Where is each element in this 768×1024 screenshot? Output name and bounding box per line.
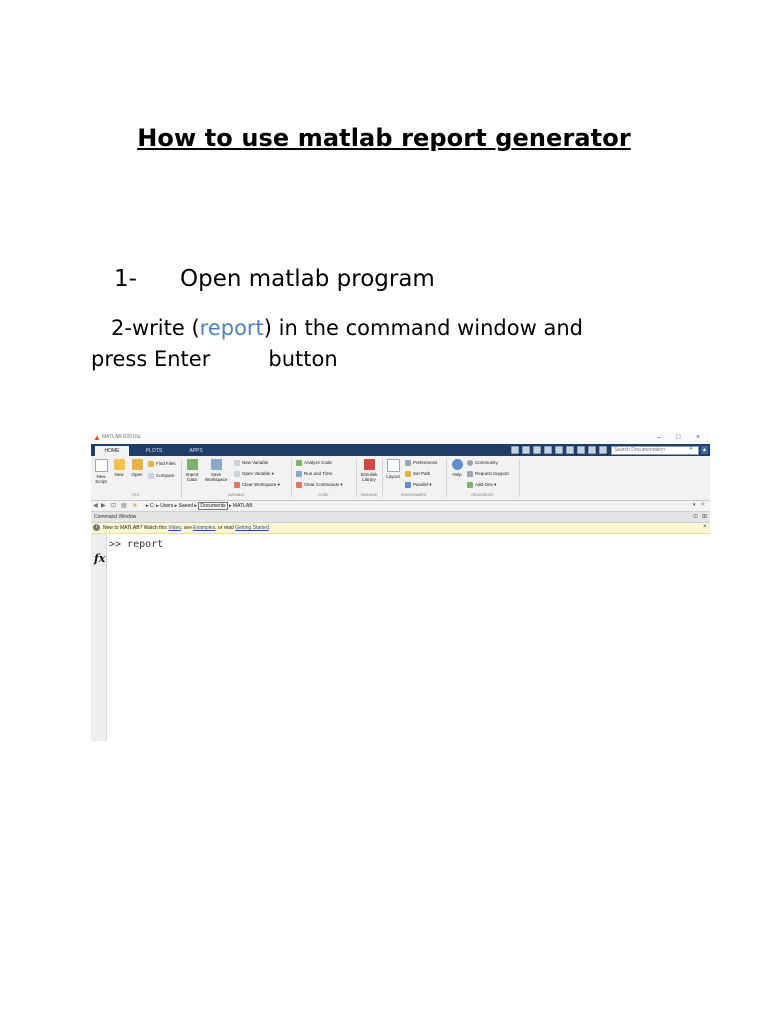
clear-workspace-icon [234, 482, 240, 488]
breadcrumb-item[interactable]: MATLAB [232, 503, 253, 509]
close-icon[interactable]: × [703, 524, 707, 530]
compare-button[interactable]: Compare [148, 472, 175, 480]
add-ons-icon [467, 482, 473, 488]
group-label-code: CODE [318, 493, 329, 497]
getting-started-notice: i New to MATLAB? Watch this Video, see Examples, or read Getting Started. × [91, 523, 710, 534]
window-title: MATLAB R2016a [102, 434, 141, 440]
forward-arrow-icon[interactable]: ▶ [101, 503, 106, 509]
help-icon [452, 459, 463, 470]
save-workspace-button[interactable]: Save Workspace [205, 459, 227, 482]
layout-icon [387, 459, 400, 472]
breadcrumb-item[interactable]: C: [149, 503, 155, 509]
examples-link[interactable]: Examples [193, 525, 216, 531]
new-icon [114, 459, 125, 470]
simulink-library-button[interactable]: Simulink Library [359, 459, 379, 482]
quick-access-undo-icon[interactable] [555, 446, 563, 454]
tab-apps[interactable]: APPS [189, 448, 203, 454]
help-button[interactable]: Help [449, 459, 465, 477]
step-2-line2-start: press Enter [91, 347, 211, 371]
quick-access-cut-icon[interactable] [522, 446, 530, 454]
open-variable-button[interactable]: Open Variable ▾ [234, 470, 274, 478]
step-2-prefix: 2-write ( [111, 316, 200, 340]
group-label-file: FILE [132, 493, 140, 497]
command-prompt[interactable]: >> report [109, 539, 164, 550]
folder-icon [132, 459, 143, 470]
quick-access-options-icon[interactable] [599, 446, 607, 454]
quick-access-save-icon[interactable] [511, 446, 519, 454]
tab-plots[interactable]: PLOTS [145, 448, 163, 454]
new-variable-button[interactable]: New Variable [234, 459, 268, 467]
step-2 [91, 313, 651, 375]
tab-home[interactable]: HOME [95, 446, 129, 456]
parallel-icon [405, 482, 411, 488]
new-script-icon [95, 459, 108, 472]
set-path-icon [405, 471, 411, 477]
quick-access-help-icon[interactable] [588, 446, 596, 454]
panel-options-icon[interactable]: ⊙ [693, 514, 699, 520]
run-and-time-button[interactable]: Run and Time [296, 470, 332, 478]
info-icon: i [93, 524, 100, 531]
search-documentation-input[interactable]: Search Documentation [611, 446, 699, 455]
command-gutter [91, 534, 107, 741]
step-1-number: 1- [114, 266, 137, 292]
add-ons-button[interactable]: Add-Ons ▾ [467, 481, 496, 489]
ribbon-collapse-icon[interactable]: ▴ [702, 447, 706, 453]
step-2-line2-end: button [268, 347, 338, 371]
layout-button[interactable]: Layout [385, 459, 401, 479]
group-label-simulink: SIMULINK [360, 493, 378, 497]
open-variable-icon [234, 471, 240, 477]
clear-commands-icon [296, 482, 302, 488]
search-icon[interactable]: ⌕ [701, 501, 705, 508]
breadcrumb-item[interactable]: Users [160, 503, 174, 509]
community-button[interactable]: Community [467, 459, 498, 467]
gear-icon [405, 460, 411, 466]
maximize-button[interactable]: □ [676, 434, 681, 441]
find-files-button[interactable]: Find Files [148, 460, 176, 468]
search-icon[interactable]: ⌕ [689, 445, 693, 452]
command-window-label: Command Window [94, 514, 137, 520]
find-files-icon [148, 461, 154, 467]
step-1 [114, 266, 435, 292]
getting-started-link[interactable]: Getting Started [235, 525, 269, 531]
new-variable-icon [234, 460, 240, 466]
compare-icon [148, 473, 154, 479]
community-icon [467, 460, 473, 466]
quick-access-copy-icon[interactable] [533, 446, 541, 454]
breadcrumb-item[interactable]: Saeed [178, 503, 194, 509]
close-button[interactable]: × [696, 434, 701, 441]
run-and-time-icon [296, 471, 302, 477]
up-folder-icon[interactable]: ⊡ [111, 503, 117, 509]
command-window[interactable] [91, 534, 710, 741]
chevron-down-icon[interactable]: ▾ [693, 502, 696, 508]
ribbon-tab-bar [91, 444, 710, 456]
simulink-icon [364, 459, 375, 470]
request-support-button[interactable]: Request Support [467, 470, 509, 478]
group-label-variable: VARIABLE [227, 493, 245, 497]
analyze-code-button[interactable]: Analyze Code [296, 459, 332, 467]
document-title: How to use matlab report generator [137, 124, 631, 152]
step-2-suffix: ) in the command window and [263, 316, 583, 340]
ribbon-toolstrip [91, 456, 710, 501]
step-2-keyword: report [199, 316, 264, 340]
import-data-button[interactable]: Import Data [184, 459, 200, 482]
preferences-button[interactable]: Preferences [405, 459, 437, 467]
matlab-screenshot [91, 432, 710, 741]
open-button[interactable]: Open [129, 459, 145, 477]
matlab-logo-icon: ▲ [93, 433, 101, 442]
panel-expand-icon[interactable]: ⊞ [702, 514, 708, 520]
folder-icon: ■ [133, 503, 137, 509]
import-data-icon [187, 459, 198, 470]
clear-workspace-button[interactable]: Clear Workspace ▾ [234, 481, 280, 489]
new-script-button[interactable]: New Script [93, 459, 109, 484]
back-arrow-icon[interactable]: ◀ [93, 503, 98, 509]
clear-commands-button[interactable]: Clear Commands ▾ [296, 481, 343, 489]
command-window-header [91, 512, 710, 523]
step-1-text: Open matlab program [180, 266, 435, 292]
parallel-button[interactable]: Parallel ▾ [405, 481, 432, 489]
quick-access-redo-icon[interactable] [566, 446, 574, 454]
video-link[interactable]: Video [168, 525, 182, 531]
analyze-code-icon [296, 460, 302, 466]
quick-access-switch-icon[interactable] [577, 446, 585, 454]
group-label-resources: RESOURCES [471, 493, 494, 497]
browse-folder-icon[interactable]: ▤ [121, 503, 127, 509]
set-path-button[interactable]: Set Path [405, 470, 430, 478]
function-browser-icon[interactable]: fx [94, 552, 106, 565]
breadcrumb-item[interactable]: Documents [200, 503, 226, 509]
breadcrumb: ▸ C: ▸ Users ▸ Saeed ▸ Documents ▸ MATLAB [146, 503, 253, 509]
group-label-environment: ENVIRONMENT [401, 493, 427, 497]
minimize-button[interactable]: – [657, 434, 661, 441]
current-folder-bar [91, 501, 710, 512]
new-button[interactable]: New [111, 459, 127, 477]
save-workspace-icon [211, 459, 222, 470]
matlab-titlebar [91, 432, 710, 444]
request-support-icon [467, 471, 473, 477]
quick-access-paste-icon[interactable] [544, 446, 552, 454]
